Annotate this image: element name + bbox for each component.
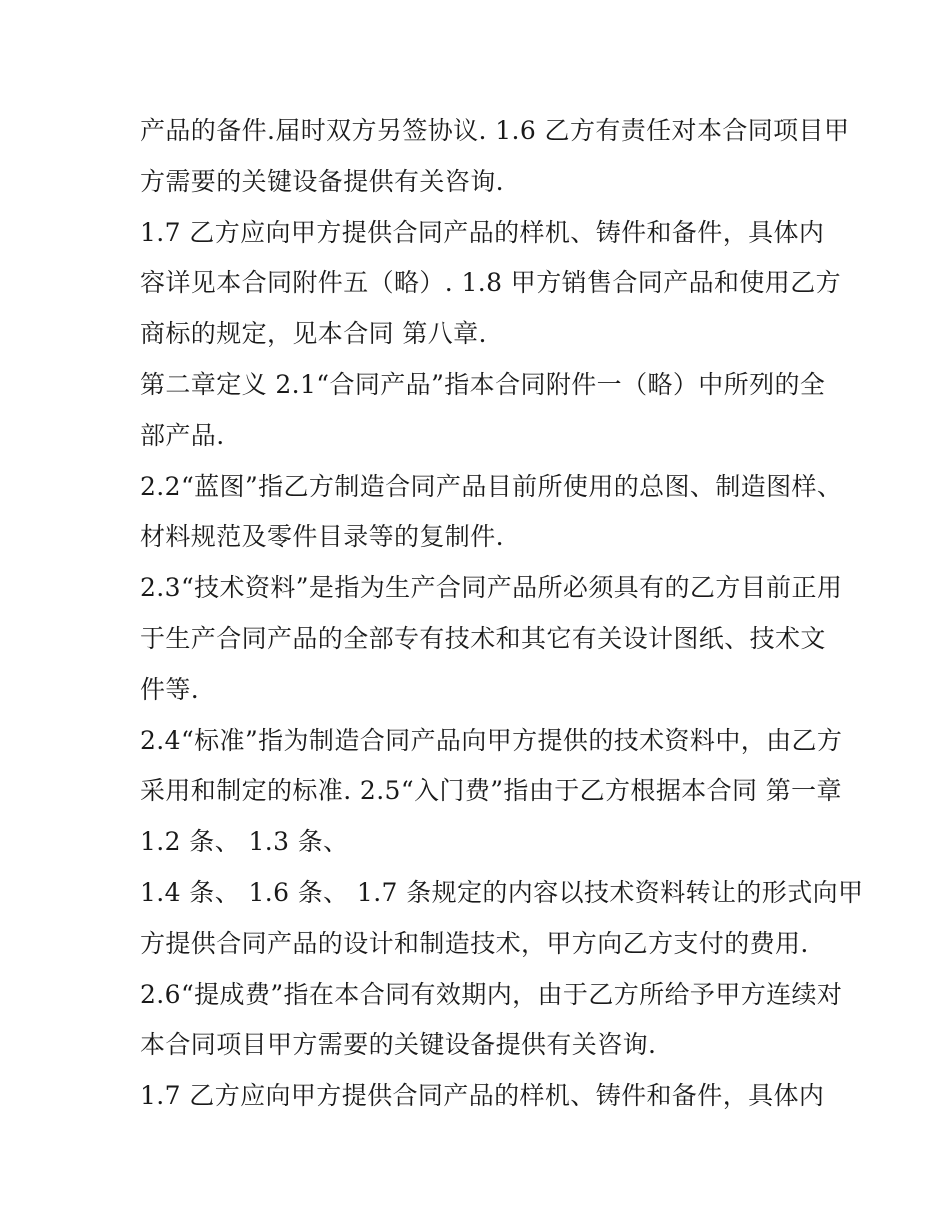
text-line: 部产品. [140, 420, 225, 450]
text-line: 方提供合同产品的设计和制造技术，甲方向乙方支付的费用. [140, 928, 809, 958]
text-line: 方需要的关键设备提供有关咨询. [140, 166, 504, 196]
text-line: 2.2“蓝图”指乙方制造合同产品目前所使用的总图、制造图样、 [140, 471, 843, 501]
text-line: 商标的规定，见本合同 第八章. [140, 319, 487, 349]
text-line: 2.4“标准”指为制造合同产品向甲方提供的技术资料中，由乙方 [140, 725, 843, 755]
text-line: 件等. [140, 674, 200, 704]
text-line: 本合同项目甲方需要的关键设备提供有关咨询. [140, 1030, 657, 1060]
text-line: 第二章定义 2.1“合同产品”指本合同附件一（略）中所列的全 [140, 369, 826, 399]
text-line: 1.7 乙方应向甲方提供合同产品的样机、铸件和备件，具体内 [140, 1081, 825, 1111]
text-line: 产品的备件.届时双方另签协议. 1.6 乙方有责任对本合同项目甲 [140, 116, 850, 145]
text-line: 容详见本合同附件五（略）. 1.8 甲方销售合同产品和使用乙方 [140, 268, 842, 298]
text-line: 1.4 条、 1.6 条、 1.7 条规定的内容以技术资料转让的形式向甲 [140, 877, 864, 907]
text-line: 2.3“技术资料”是指为生产合同产品所必须具有的乙方目前正用 [140, 573, 843, 603]
text-line: 材料规范及零件目录等的复制件. [140, 522, 504, 552]
text-line: 2.6“提成费”指在本合同有效期内，由于乙方所给予甲方连续对 [140, 979, 843, 1009]
text-line: 1.7 乙方应向甲方提供合同产品的样机、铸件和备件，具体内 [140, 217, 825, 247]
text-line: 于生产合同产品的全部专有技术和其它有关设计图纸、技术文 [140, 623, 826, 653]
text-line: 1.2 条、 1.3 条、 [140, 827, 349, 857]
contract-text [140, 106, 864, 1122]
text-line: 采用和制定的标准. 2.5“入门费”指由于乙方根据本合同 第一章 [140, 776, 842, 806]
